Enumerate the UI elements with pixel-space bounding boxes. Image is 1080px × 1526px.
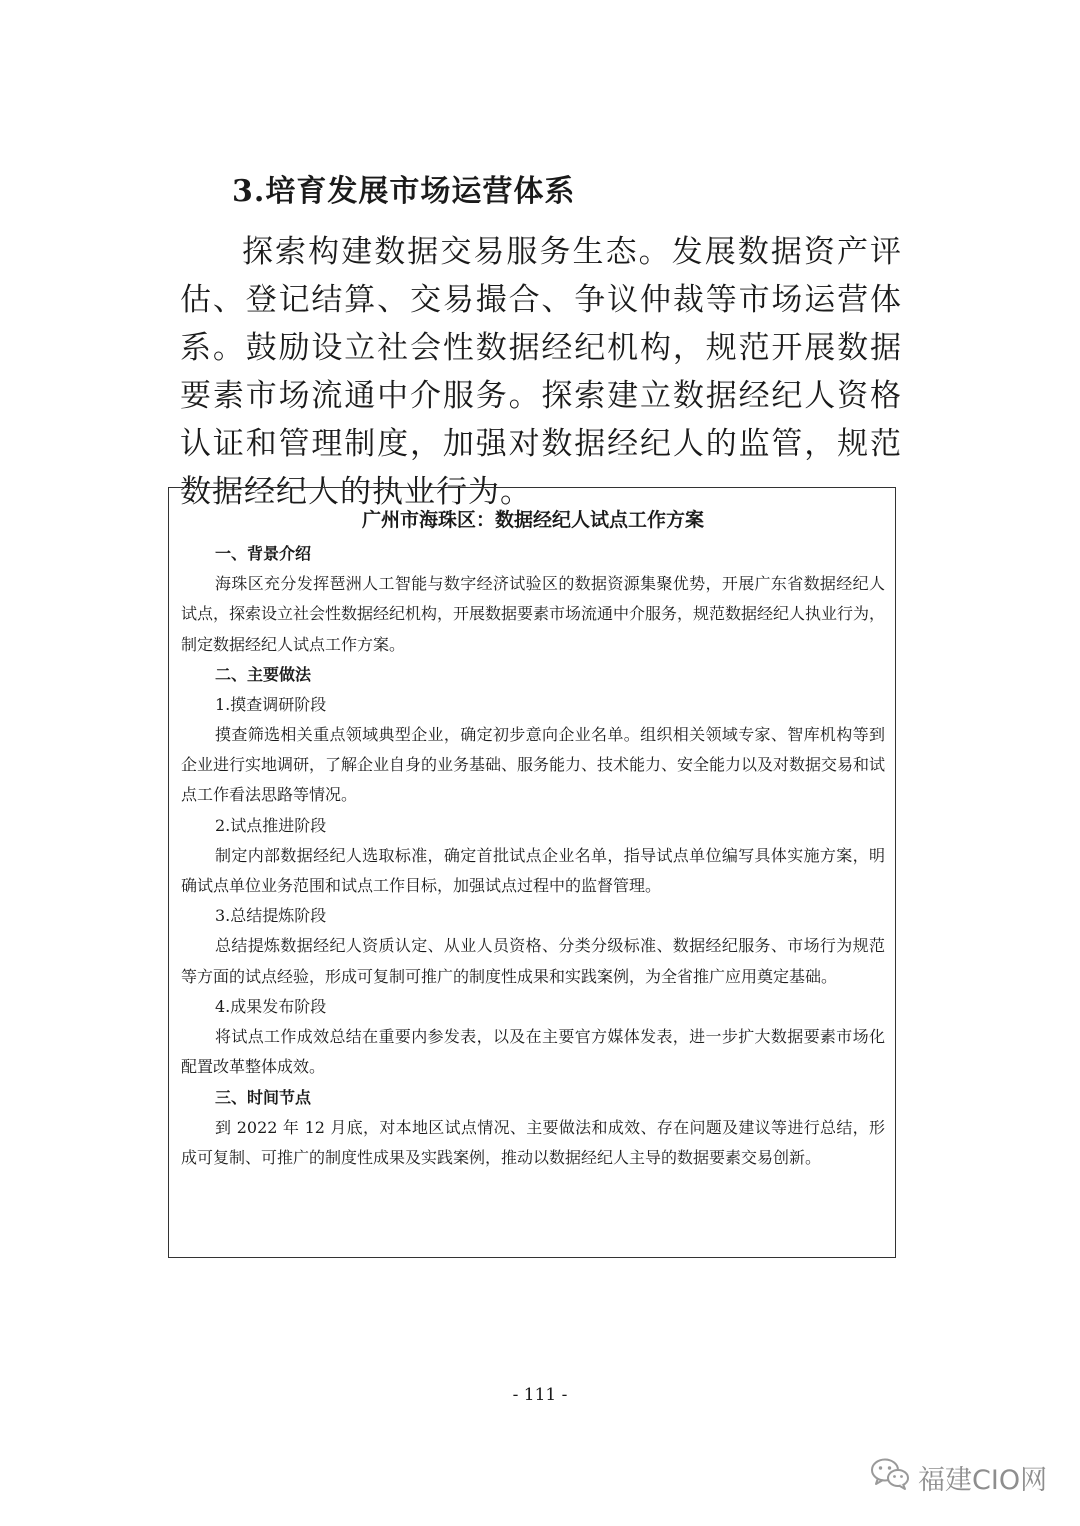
case-study-box (168, 487, 896, 1258)
section-heading: 3.培育发展市场运营体系 (232, 174, 576, 209)
case-study-title: 广州市海珠区：数据经纪人试点工作方案 (361, 509, 704, 531)
background-heading: 一、背景介绍 (215, 544, 312, 563)
stage-3-heading: 3.总结提炼阶段 (215, 906, 327, 926)
background-paragraph: 海珠区充分发挥琶洲人工智能与数字经济试验区的数据资源集聚优势，开展广东省数据经纪人试点，探索设立社会性数据经纪机构，开展数据要素市场流通中介服务，规范数据经纪人执业行为，制定数据经纪人试点工作方案。 (181, 574, 886, 654)
watermark (870, 1457, 1047, 1497)
timeline-paragraph: 到 2022 年 12 月底，对本地区试点情况、主要做法和成效、存在问题及建议等进行总结，形成可复制、可推广的制度性成果及实践案例，推动以数据经纪人主导的数据要素交易创新。 (181, 1117, 885, 1167)
page-number: - 111 - (512, 1385, 568, 1405)
stage-4-heading: 4.成果发布阶段 (215, 996, 327, 1016)
watermark-text: 福建CIO网 (918, 1464, 1048, 1496)
stage-3-paragraph: 总结提炼数据经纪人资质认定、从业人员资格、分类分级标准、数据经纪服务、市场行为规范等方面的试点经验，形成可复制可推广的制度性成果和实践案例，为全省推广应用奠定基础。 (181, 936, 885, 986)
stage-1-paragraph: 摸查筛选相关重点领域典型企业，确定初步意向企业名单。组织相关领域专家、智库机构等到企业进行实地调研，了解企业自身的业务基础、服务能力、技术能力、安全能力以及对数据交易和试点工作看法思路等情况。 (181, 724, 886, 805)
main-practices-heading: 二、主要做法 (215, 664, 312, 684)
timeline-heading: 三、时间节点 (215, 1087, 312, 1107)
stage-2-heading: 2.试点推进阶段 (215, 815, 327, 835)
intro-paragraph: 探索构建数据交易服务生态。发展数据资产评估、登记结算、交易撮合、争议仲裁等市场运营体系。鼓励设立社会性数据经纪机构，规范开展数据要素市场流通中介服务。探索建立数据经纪人资格认证和管理制度，加强对数据经纪人的监管，规范数据经纪人的执业行为。 (180, 234, 902, 510)
wechat-icon (870, 1457, 918, 1498)
stage-1-heading: 1.摸查调研阶段 (215, 694, 327, 714)
stage-4-paragraph: 将试点工作成效总结在重要内参发表，以及在主要官方媒体发表，进一步扩大数据要素市场化配置改革整体成效。 (181, 1026, 885, 1077)
stage-2-paragraph: 制定内部数据经纪人选取标准，确定首批试点企业名单，指导试点单位编写具体实施方案，明确试点单位业务范围和试点工作目标，加强试点过程中的监督管理。 (181, 845, 885, 896)
